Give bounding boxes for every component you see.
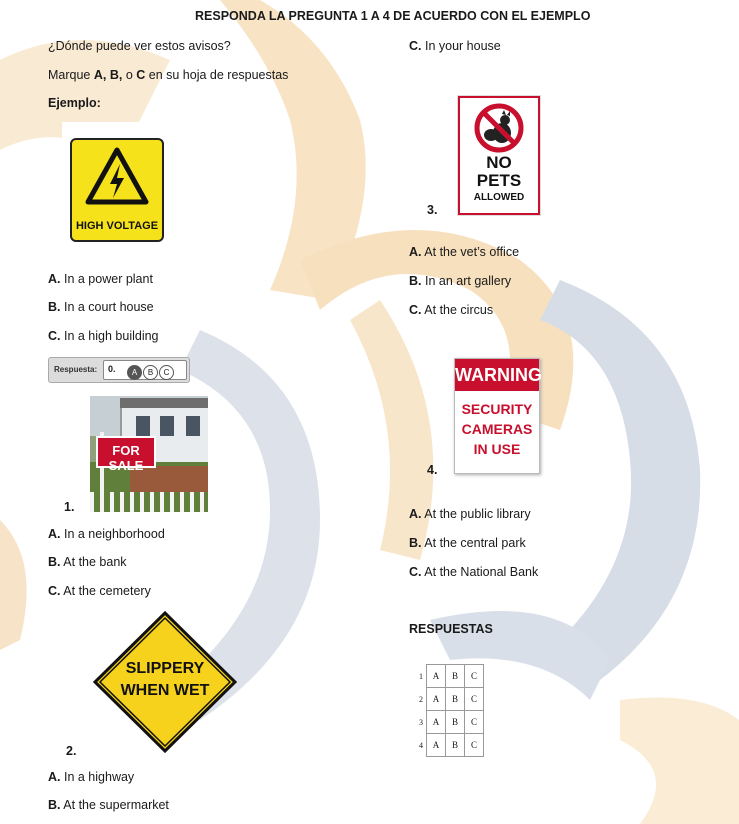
option-letter: B. [409,274,422,288]
cell-a[interactable]: A [427,688,446,711]
q3-option-c [409,303,493,317]
cell-a[interactable]: A [427,665,446,688]
option-letter: B. [48,555,61,569]
slippery-line-1: SLIPPERY [125,660,205,677]
instruction-prefix: Marque [48,68,94,82]
question-2-number: 2. [66,744,77,758]
option-letter: A. [48,527,61,541]
q4-option-b [409,536,526,550]
option-text: In a court house [63,300,154,314]
warning-header: WARNING [455,359,539,391]
q1-option-c [48,584,151,598]
cell-c[interactable]: C [465,734,484,757]
option-letter: B. [48,300,61,314]
q1-option-a [48,527,165,541]
high-voltage-sign [70,138,164,242]
instruction-suffix: en su hoja de respuestas [145,68,289,82]
row-number: 4 [419,740,423,750]
option-text: At the cemetery [63,584,151,598]
for-sale-photo [90,396,208,512]
option-letter: C. [48,329,61,343]
security-line-1: SECURITY [461,401,533,417]
answer-row [410,665,484,688]
bubble-group [126,362,174,380]
bubble-a-filled: A [127,365,142,380]
security-line-2: CAMERAS [461,421,533,437]
security-camera-sign [454,358,540,474]
example-option-c [48,329,159,343]
answers-table [410,664,484,757]
for-sale-text: FOR SALE [108,443,144,473]
option-letter: B. [409,536,422,550]
option-letter: A. [48,272,61,286]
answer-bubbles [103,360,187,380]
option-letter: C. [48,584,61,598]
answer-number: 0. [108,364,116,374]
for-sale-sign [96,436,156,473]
question-4-number: 4. [427,463,438,477]
example-sign-image [62,122,184,252]
option-text: In a highway [63,770,135,784]
cell-a[interactable]: A [427,734,446,757]
option-text: At the supermarket [63,798,169,812]
instruction-mid: o [122,68,137,82]
row-number: 2 [419,694,423,704]
q3-option-a [409,245,519,259]
security-line-3: IN USE [473,441,521,457]
instruction-letters: A, B, [93,68,123,82]
q2-option-a [48,770,134,784]
answer-row [410,734,484,757]
option-letter: C. [409,303,422,317]
question-3-number: 3. [427,203,438,217]
option-text: At the bank [63,555,127,569]
bubble-b: B [143,365,158,380]
q2-option-c [409,39,501,53]
page-title: RESPONDA LA PREGUNTA 1 A 4 DE ACUERDO CON EL EJEMPLO [195,9,591,23]
option-text: At the National Bank [424,565,539,579]
option-letter: C. [409,39,422,53]
option-letter: A. [48,770,61,784]
bubble-c: C [159,365,174,380]
option-text: In your house [424,39,501,53]
answer-label: Respuesta: [54,365,98,374]
intro-question: ¿Dónde puede ver estos avisos? [48,39,231,53]
option-letter: A. [409,245,422,259]
row-number: 1 [419,671,423,681]
no-pets-line-2: PETS [476,171,522,190]
intro-instruction [48,68,288,82]
cell-c[interactable]: C [465,665,484,688]
no-pets-line-1: NO [486,153,512,172]
no-pets-icon [471,102,527,154]
q4-option-c [409,565,538,579]
option-text: At the central park [424,536,526,550]
instruction-c: C [136,68,146,82]
high-voltage-text: HIGH VOLTAGE [75,220,159,232]
option-letter: A. [409,507,422,521]
slippery-line-2: WHEN WET [120,682,210,699]
q1-option-b [48,555,127,569]
cell-b[interactable]: B [446,688,465,711]
option-text: At the public library [424,507,531,521]
answer-row [410,688,484,711]
no-pets-sign [458,96,540,215]
q4-option-a [409,507,531,521]
cell-b[interactable]: B [446,665,465,688]
answers-title: RESPUESTAS [409,622,493,636]
example-label: Ejemplo: [48,96,101,110]
option-letter: B. [48,798,61,812]
row-number: 3 [419,717,423,727]
answer-row [410,711,484,734]
cell-b[interactable]: B [446,734,465,757]
option-letter: C. [409,565,422,579]
question-1-number: 1. [64,500,75,514]
answers-grid [410,664,484,757]
q3-option-b [409,274,511,288]
q2-option-b [48,798,169,812]
option-text: In an art gallery [424,274,512,288]
option-text: At the vet’s office [424,245,520,259]
no-pets-line-3: ALLOWED [473,192,525,203]
cell-c[interactable]: C [465,711,484,734]
cell-a[interactable]: A [427,711,446,734]
cell-b[interactable]: B [446,711,465,734]
option-text: In a power plant [63,272,153,286]
lightning-warning-icon [84,146,150,206]
example-option-a [48,272,153,286]
example-answer-box [48,357,190,383]
cell-c[interactable]: C [465,688,484,711]
example-option-b [48,300,154,314]
option-text: In a high building [63,329,159,343]
option-text: In a neighborhood [63,527,165,541]
option-text: At the circus [424,303,494,317]
